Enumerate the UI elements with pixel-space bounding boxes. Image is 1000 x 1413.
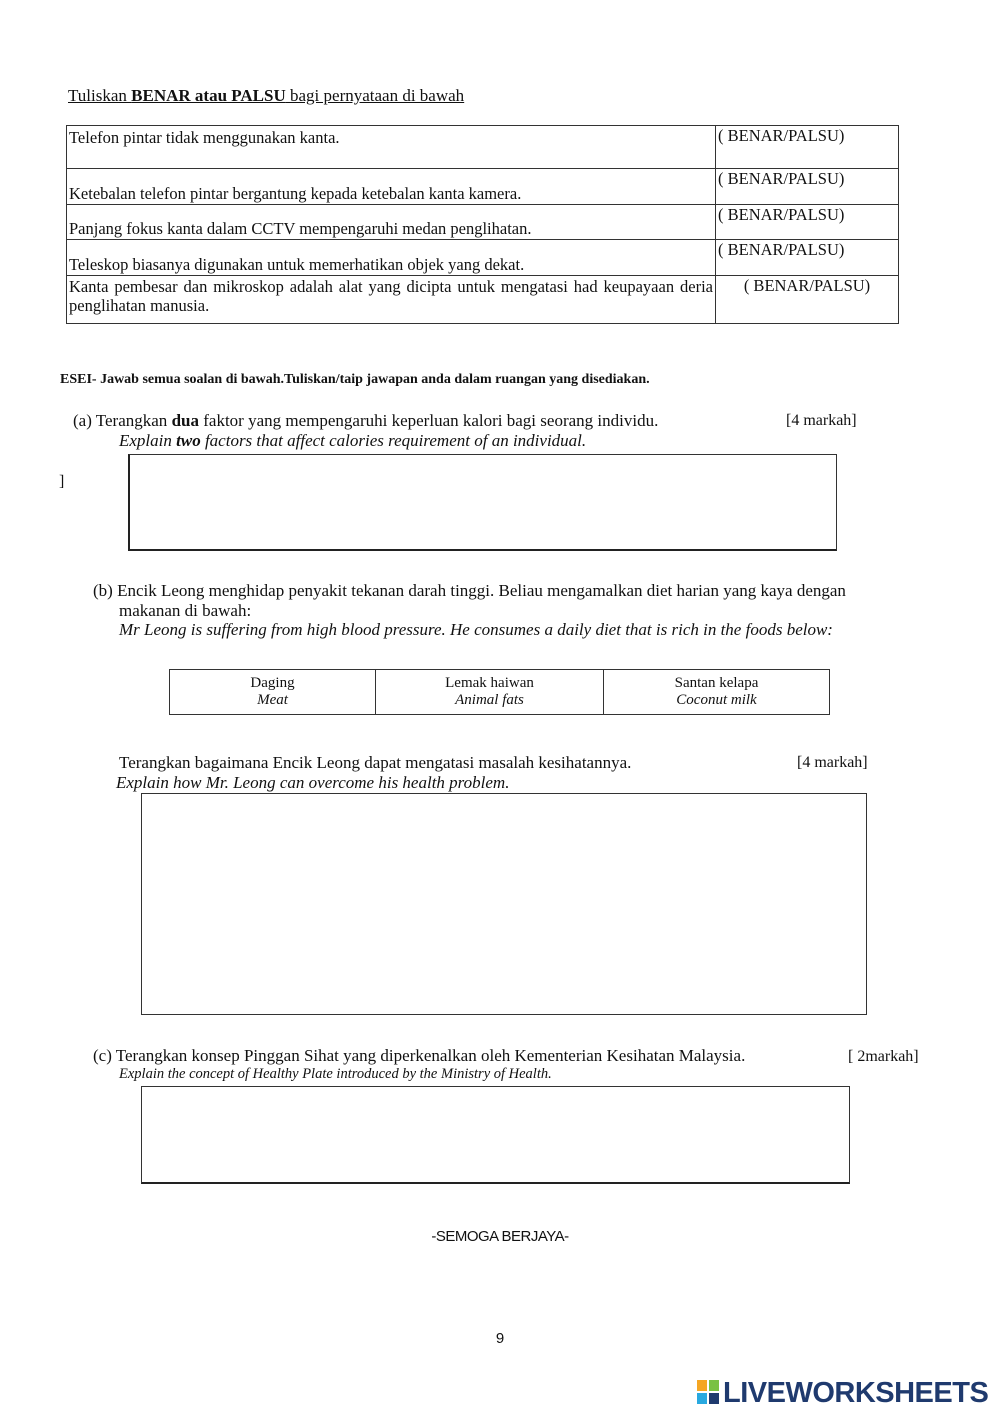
answer-box-b[interactable] [141, 793, 867, 1015]
food-name: Santan kelapa [674, 675, 759, 691]
page-number: 9 [495, 1330, 505, 1347]
answer-box-c[interactable] [141, 1086, 850, 1184]
question-c-marks: [ 2markah] [848, 1048, 919, 1065]
question-b-ask-english: Explain how Mr. Leong can overcome his health problem. [116, 773, 510, 792]
closing-message: -SEMOGA BERJAYA- [431, 1228, 569, 1245]
question-a-marks: [4 markah] [786, 412, 857, 429]
table-row [67, 205, 899, 240]
question-a: (a) Terangkan dua faktor yang mempengaruhi keperluan kalori bagi seorang individu. [73, 411, 659, 430]
liveworksheets-logo [697, 1378, 988, 1408]
food-cell [170, 670, 376, 715]
question-b-line2: makanan di bawah: [119, 601, 252, 620]
table-row [67, 126, 899, 169]
statement-cell: Ketebalan telefon pintar bergantung kepada ketebalan kanta kamera. [67, 169, 716, 205]
answer-a-input[interactable] [130, 455, 836, 549]
answer-c-input[interactable] [142, 1087, 849, 1182]
answer-cell[interactable]: ( BENAR/PALSU) [716, 276, 899, 324]
answer-b-input[interactable] [142, 794, 866, 1014]
question-b-english: Mr Leong is suffering from high blood pressure. He consumes a daily diet that is rich in the foods below: [119, 620, 833, 639]
true-false-table [66, 125, 899, 324]
statement-cell: Telefon pintar tidak menggunakan kanta. [67, 126, 716, 169]
true-false-heading: Tuliskan BENAR atau PALSU bagi pernyataan di bawah [68, 86, 465, 105]
answer-cell[interactable]: ( BENAR/PALSU) [716, 240, 899, 276]
answer-cell[interactable]: ( BENAR/PALSU) [716, 169, 899, 205]
liveworksheets-logo-icon [697, 1380, 721, 1406]
question-b-marks: [4 markah] [797, 754, 868, 771]
food-name-english: Animal fats [455, 692, 524, 708]
question-a-english: Explain two factors that affect calories requirement of an individual. [119, 431, 587, 450]
food-name-english: Coconut milk [676, 692, 757, 708]
food-cell [376, 670, 604, 715]
food-cell [604, 670, 830, 715]
essay-instruction: ESEI- Jawab semua soalan di bawah.Tuliskan/taip jawapan anda dalam ruangan yang disediakan. [60, 372, 650, 387]
question-c: (c) Terangkan konsep Pinggan Sihat yang diperkenalkan oleh Kementerian Kesihatan Malaysia. [93, 1046, 746, 1065]
stray-bracket: ] [59, 473, 65, 490]
statement-cell: Teleskop biasanya digunakan untuk memerhatikan objek yang dekat. [67, 240, 716, 276]
answer-cell[interactable]: ( BENAR/PALSU) [716, 126, 899, 169]
statement-cell: Panjang fokus kanta dalam CCTV mempengaruhi medan penglihatan. [67, 205, 716, 240]
table-row [67, 240, 899, 276]
foods-table [169, 669, 830, 715]
question-b-line1: (b) Encik Leong menghidap penyakit tekanan darah tinggi. Beliau mengamalkan diet harian yang kaya dengan [93, 581, 846, 600]
question-b-ask: Terangkan bagaimana Encik Leong dapat mengatasi masalah kesihatannya. [119, 753, 632, 772]
food-name: Lemak haiwan [445, 675, 534, 691]
table-row [67, 276, 899, 324]
question-c-english: Explain the concept of Healthy Plate introduced by the Ministry of Health. [119, 1066, 552, 1082]
statement-cell: Kanta pembesar dan mikroskop adalah alat yang dicipta untuk mengatasi had keupayaan deria penglihatan manusia. [67, 276, 716, 324]
food-name-english: Meat [257, 692, 288, 708]
answer-box-a[interactable] [128, 454, 837, 551]
food-name: Daging [250, 675, 295, 691]
table-row [67, 169, 899, 205]
answer-cell[interactable]: ( BENAR/PALSU) [716, 205, 899, 240]
liveworksheets-logo-text: LIVEWORKSHEETS [723, 1376, 989, 1409]
table-row [170, 670, 830, 715]
